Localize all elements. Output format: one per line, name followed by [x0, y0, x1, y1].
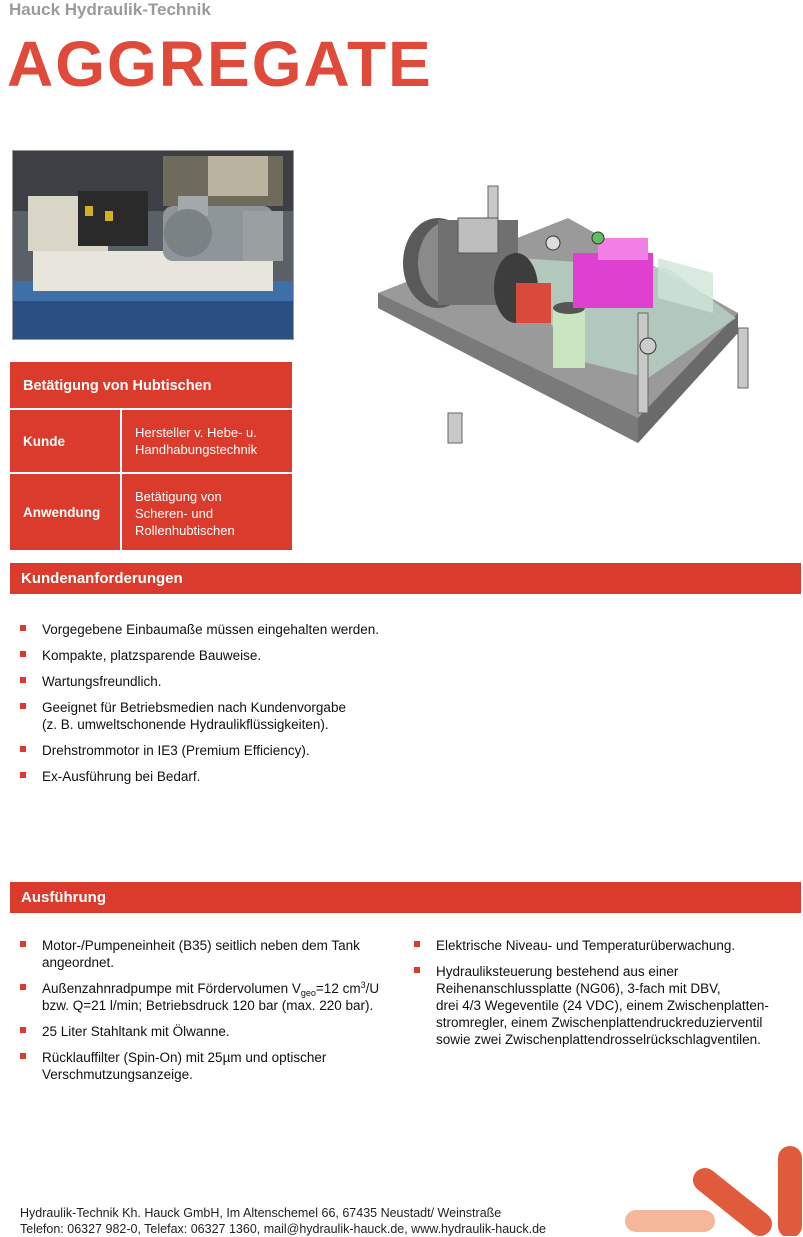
list-item-line: [42, 980, 392, 997]
footer-contact: Telefon: 06327 982-0, Telefax: 06327 1360, mail@hydraulik-hauck.de, www.hydraulik-hauck.de: [20, 1222, 546, 1236]
text-run: /U: [365, 981, 380, 996]
info-row-customer: [10, 410, 292, 474]
info-value-application: [122, 474, 292, 550]
subscript: geo: [300, 988, 316, 998]
info-row-application: [10, 474, 292, 552]
info-value-line: Handhabungstechnik: [135, 442, 258, 457]
execution-list-right: [414, 937, 794, 1057]
info-value-line: Hersteller v. Hebe- u.: [135, 425, 257, 440]
list-item-line: Hydrauliksteuerung bestehend aus einer: [436, 964, 679, 979]
page-title: AGGREGATE: [7, 28, 433, 100]
list-item-line: sowie zwei Zwischenplattendrosselrückschlagventilen.: [436, 1032, 761, 1047]
list-item-line: Reihenanschlussplatte (NG06), 3-fach mit DBV,: [436, 981, 721, 996]
info-table: [10, 362, 292, 552]
list-item-line: drei 4/3 Wegeventile (24 VDC), einem Zwischenplatten-: [436, 998, 769, 1013]
list-item: Kompakte, platzsparende Bauweise.: [20, 647, 740, 664]
info-value-line: Scheren- und: [135, 506, 214, 521]
list-item: 25 Liter Stahltank mit Ölwanne.: [20, 1023, 392, 1040]
list-item: [20, 1049, 392, 1083]
info-value-line: Betätigung von: [135, 489, 222, 504]
text-run: Außenzahnradpumpe mit Fördervolumen V: [42, 981, 301, 996]
info-value-customer: [122, 410, 292, 472]
unit-rendering: [368, 178, 776, 458]
footer: [20, 1205, 546, 1237]
list-item-line: Verschmutzungsanzeige.: [42, 1067, 193, 1082]
hauck-logo-mark: [620, 1140, 803, 1236]
list-item: Drehstrommotor in IE3 (Premium Efficiency).: [20, 742, 740, 759]
list-item-line: Motor-/Pumpeneinheit (B35) seitlich neben dem Tank: [42, 938, 360, 953]
requirements-list: [20, 621, 740, 794]
section-header-execution: Ausführung: [10, 882, 801, 913]
superscript: 3: [360, 980, 366, 990]
unit-photo: [12, 150, 294, 340]
list-item-line: Geeignet für Betriebsmedien nach Kundenvorgabe: [42, 700, 346, 715]
list-item: Elektrische Niveau- und Temperaturüberwachung.: [414, 937, 794, 954]
info-label-customer: Kunde: [10, 410, 122, 472]
list-item-line: (z. B. umweltschonende Hydraulikflüssigkeiten).: [42, 717, 329, 732]
list-item: Ex-Ausführung bei Bedarf.: [20, 768, 740, 785]
list-item: [20, 937, 392, 971]
section-header-requirements: Kundenanforderungen: [10, 563, 801, 594]
list-item-line: Rücklauffilter (Spin-On) mit 25µm und optischer: [42, 1050, 327, 1065]
execution-list-left: [20, 937, 392, 1092]
list-item: [20, 699, 740, 733]
list-item-line: angeordnet.: [42, 955, 115, 970]
text-run: =12 cm: [315, 981, 361, 996]
info-table-title: Betätigung von Hubtischen: [10, 362, 292, 410]
list-item: Wartungsfreundlich.: [20, 673, 740, 690]
list-item-line: stromregler, einem Zwischenplattendruckreduzierventil: [436, 1015, 763, 1030]
list-item: [414, 963, 794, 1048]
footer-address: Hydraulik-Technik Kh. Hauck GmbH, Im Altenschemel 66, 67435 Neustadt/ Weinstraße: [20, 1206, 502, 1220]
info-label-application: Anwendung: [10, 474, 122, 550]
list-item: [20, 980, 392, 1014]
company-name: Hauck Hydraulik-Technik: [9, 0, 211, 19]
list-item: Vorgegebene Einbaumaße müssen eingehalten werden.: [20, 621, 740, 638]
list-item-line: bzw. Q=21 l/min; Betriebsdruck 120 bar (max. 220 bar).: [42, 998, 374, 1013]
info-value-line: Rollenhubtischen: [135, 523, 235, 538]
